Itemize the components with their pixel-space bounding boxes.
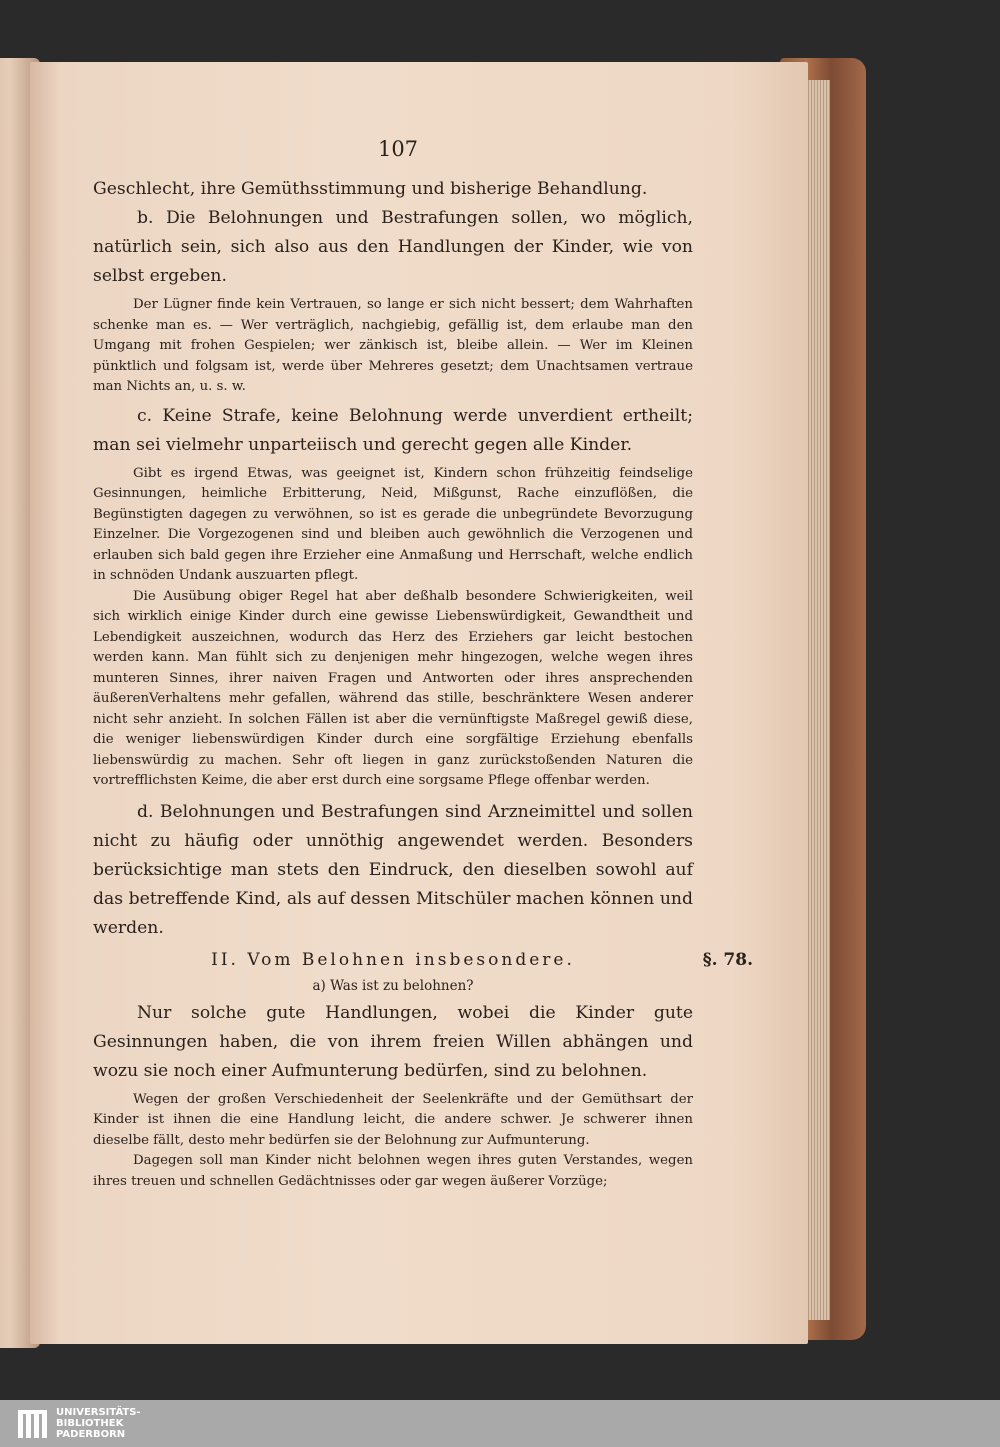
- paragraph-b: b. Die Belohnungen und Bestrafungen sollen, wo möglich, natürlich sein, sich also aus den Handlungen der Kinder, wie von selbst ergeben.: [93, 208, 693, 286]
- library-name-line1: UNIVERSITÄTS-: [56, 1407, 141, 1418]
- paragraph-mark: §. 78.: [702, 949, 753, 970]
- note-c-1: Gibt es irgend Etwas, was geeignet ist, Kindern schon frühzeitig feindselige Gesinnungen, heimliche Erbitterung, Neid, Mißgunst, Rache einzuflößen, die Begünstigten dagegen zu verwöhnen, so ist es gerade die unbegründete Bevorzugung Einzelner. Die Vorgezogenen sind und bleiben auch gewöhnlich die Verzogenen und erlauben sich bald gegen ihre Erzieher eine Anmaßung und Herrschaft, welche endlich in schnöden Undank auszuarten pflegt.: [93, 465, 693, 583]
- section-subtitle: a) Was ist zu belohnen?: [312, 977, 474, 994]
- paragraph-1: Geschlecht, ihre Gemüthsstimmung und bisherige Behandlung.: [93, 179, 648, 199]
- paragraph-d: d. Belohnungen und Bestrafungen sind Arzneimittel und sollen nicht zu häufig oder unnöthig angewendet werden. Besonders berücksichtige man stets den Eindruck, den dieselben sowohl auf das betreffende Kind, als auf dessen Mitschüler machen können und werden.: [93, 801, 693, 938]
- section-title: II. Vom Belohnen insbesondere.: [211, 949, 575, 970]
- library-name-line3: PADERBORN: [56, 1429, 126, 1440]
- library-name-line2: BIBLIOTHEK: [56, 1418, 124, 1429]
- note-b: Der Lügner finde kein Vertrauen, so lange er sich nicht bessert; dem Wahrhaften schenke man es. — Wer verträglich, nachgiebig, gefällig ist, dem erlaube man den Umgang mit frohen Gespielen; wer zänkisch ist, bleibe allein. — Wer im Kleinen pünktlich und folgsam ist, werde über Mehreres gesetzt; dem Unachtsamen vertraue man Nichts an, u. s. w.: [93, 297, 693, 394]
- library-logo-icon: [16, 1408, 50, 1440]
- library-name: [56, 1407, 141, 1440]
- section-heading: [93, 945, 753, 975]
- page-number: 107: [377, 137, 419, 161]
- paragraph-c: c. Keine Strafe, keine Belohnung werde unverdient ertheilt; man sei vielmehr unparteiisch und gerecht gegen alle Kinder.: [93, 405, 693, 455]
- note-rule-1: Wegen der großen Verschiedenheit der Seelenkräfte und der Gemüthsart der Kinder ist ihnen die eine Handlung leicht, die andere schwer. Je schwerer ihnen dieselbe fällt, desto mehr bedürfen sie der Belohnung zur Aufmunterung.: [93, 1091, 693, 1148]
- page-content: [93, 137, 753, 1192]
- note-rule-2: Dagegen soll man Kinder nicht belohnen wegen ihres guten Verstandes, wegen ihres treuen und schnellen Gedächtnisses oder gar wegen äußerer Vorzüge;: [93, 1153, 693, 1189]
- library-footer-bar: [0, 1400, 1000, 1447]
- note-c-2: Die Ausübung obiger Regel hat aber deßhalb besondere Schwierigkeiten, weil sich wirklich einige Kinder durch eine gewisse Liebenswürdigkeit, Gewandtheit und Lebendigkeit auszeichnen, wodurch das Herz des Erziehers gar leicht bestochen werden kann. Man fühlt sich zu denjenigen mehr hingezogen, welche wegen ihres munteren Sinnes, ihrer naiven Fragen und Antworten oder ihres ansprechenden äußerenVerhaltens mehr gefallen, während das stille, beschränktere Wesen anderer nicht sehr anzieht. In solchen Fällen ist aber die vernünftigste Maßregel gewiß diese, die weniger liebenswürdigen Kinder durch eine sorgfältige Erziehung ebenfalls liebenswürdig zu machen. Sehr oft liegen in ganz zurückstoßenden Naturen die vortrefflichsten Keime, die aber erst durch eine sorgsame Pflege offenbar werden.: [93, 588, 693, 788]
- paragraph-rule: Nur solche gute Handlungen, wobei die Kinder gute Gesinnungen haben, die von ihrem freien Willen abhängen und wozu sie noch einer Aufmunterung bedürfen, sind zu belohnen.: [93, 1002, 693, 1081]
